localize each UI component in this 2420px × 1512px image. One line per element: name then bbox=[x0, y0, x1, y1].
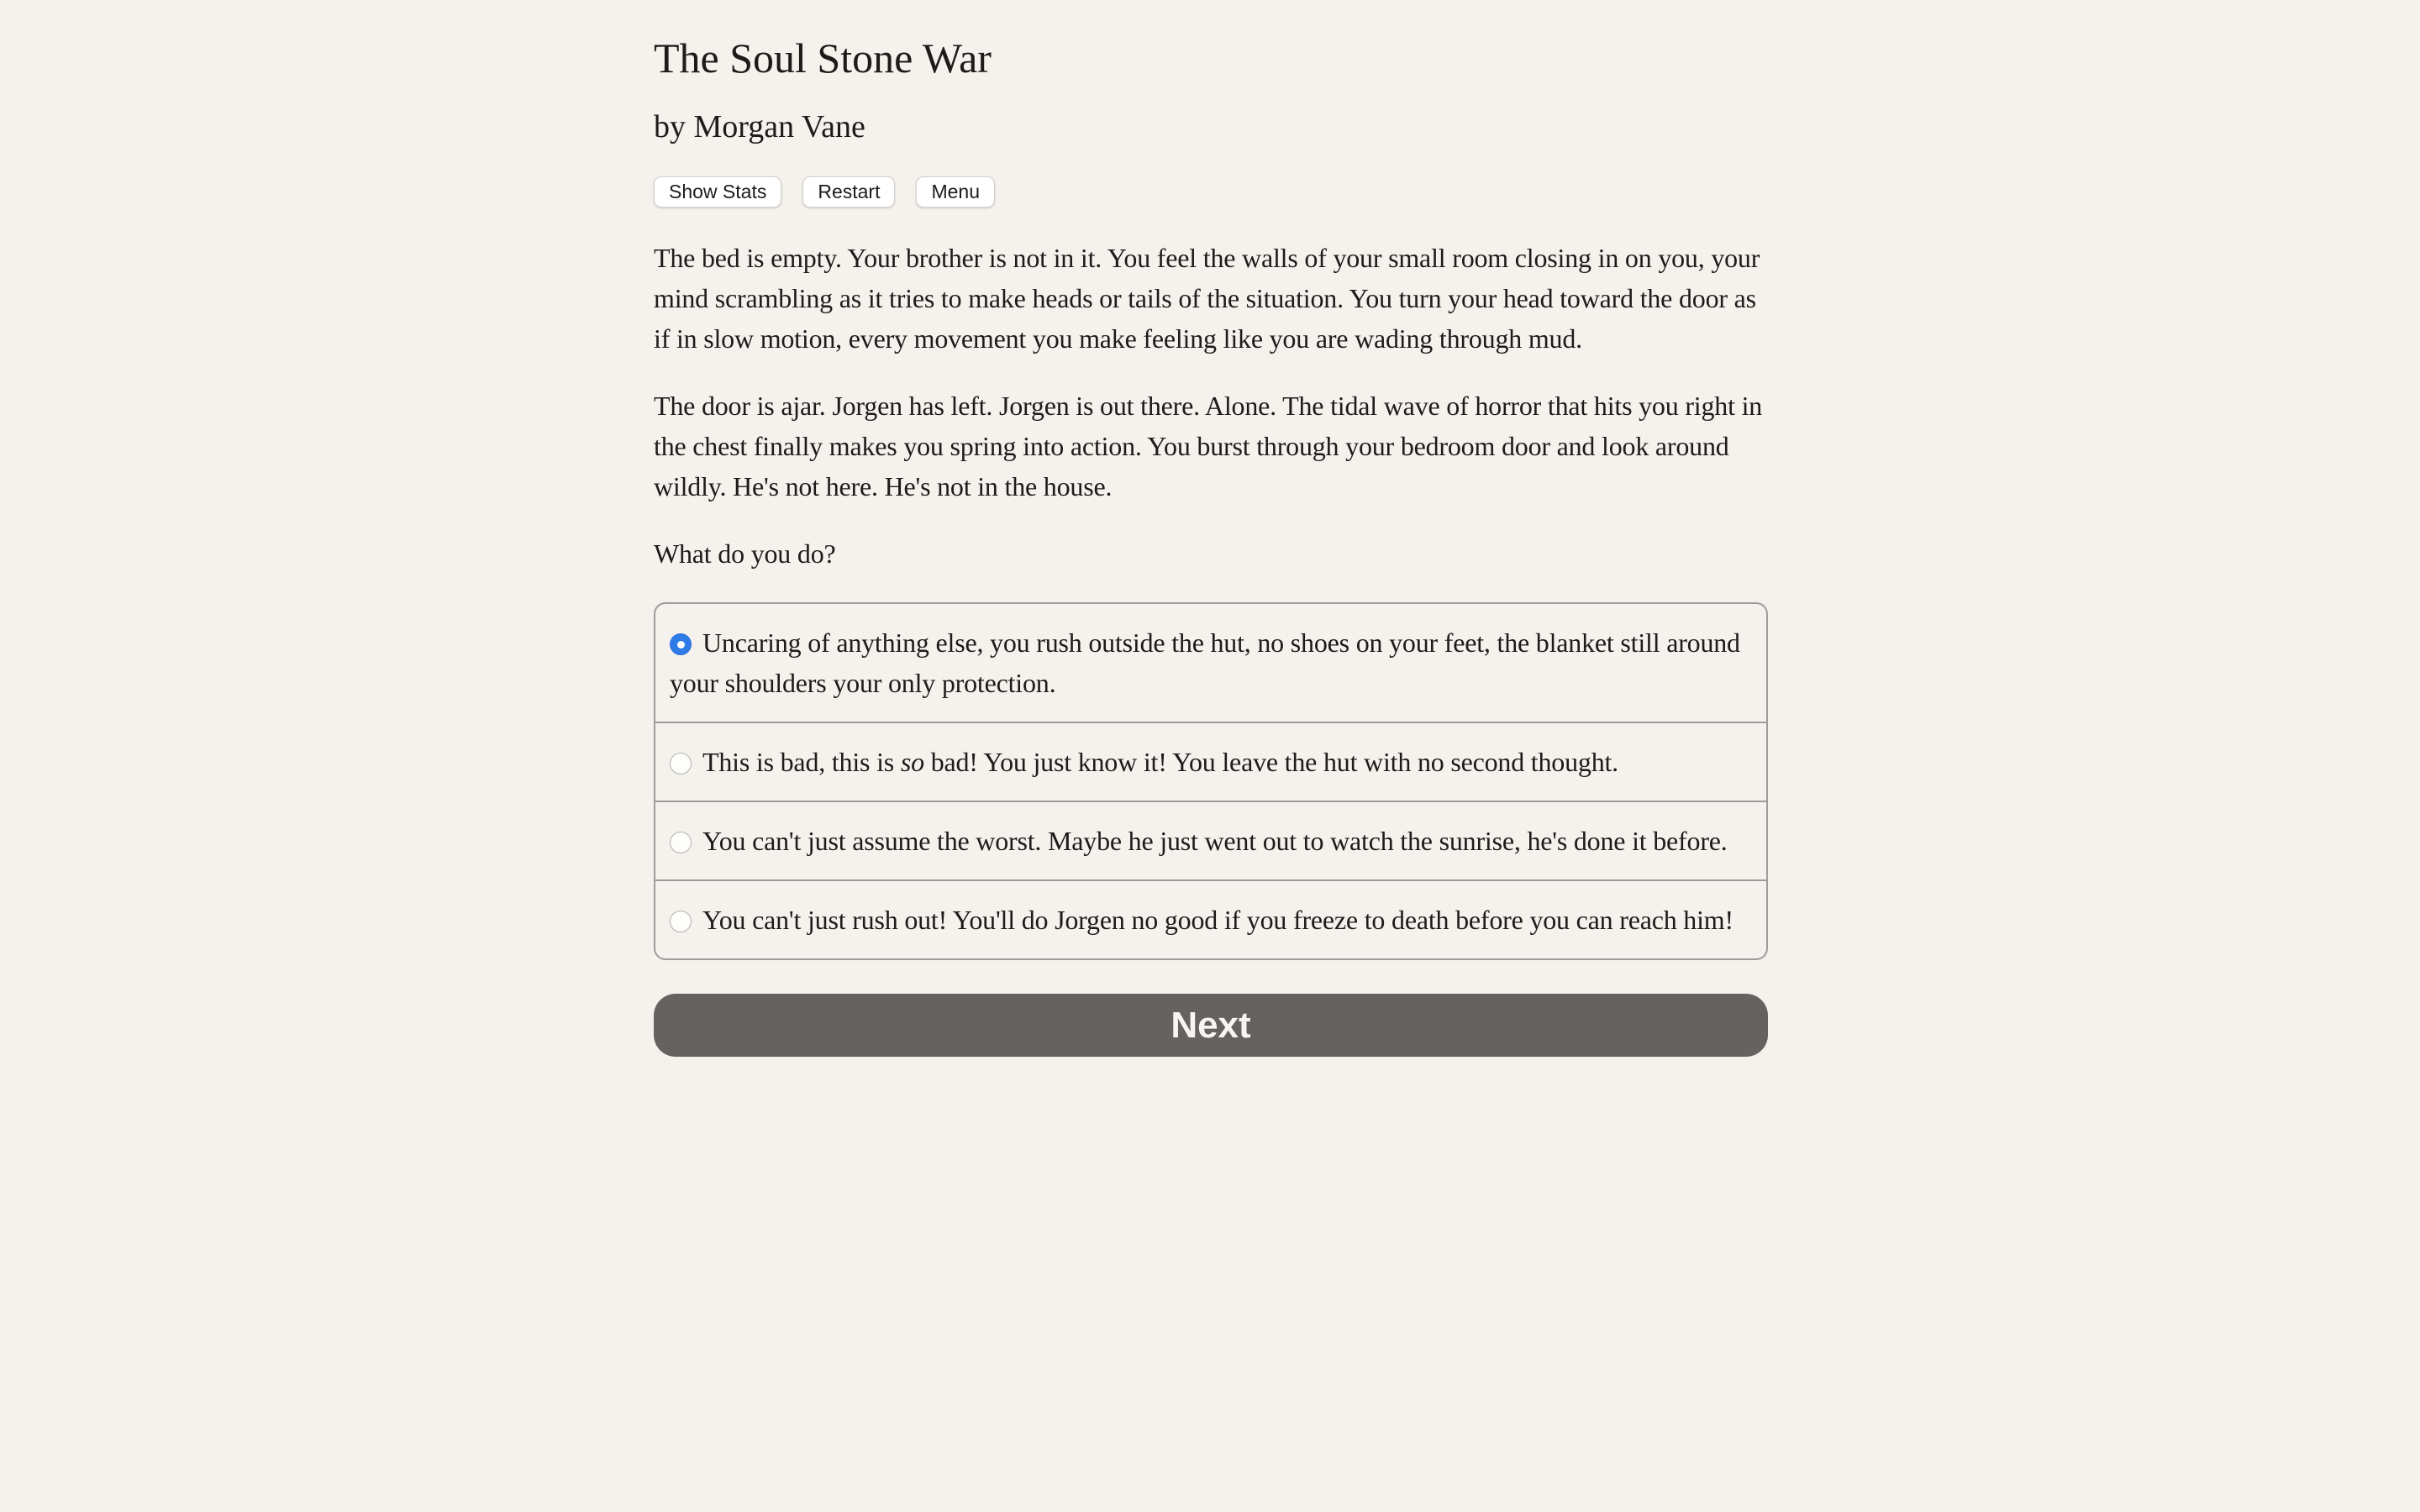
game-author: by Morgan Vane bbox=[654, 109, 865, 144]
choice-option-4[interactable] bbox=[655, 879, 1766, 958]
choice-text: You can't just assume the worst. Maybe he just went out to watch the sunrise, he's done it before. bbox=[702, 826, 1728, 856]
game-title: The Soul Stone War bbox=[654, 34, 992, 81]
story-paragraph: The door is ajar. Jorgen has left. Jorgen is out there. Alone. The tidal wave of horror that hits you right in the chest finally makes you spring into action. You burst through your bedroom door and look around wildly. He's not here. He's not in the house. bbox=[654, 391, 1763, 501]
choice-option-2[interactable] bbox=[655, 722, 1766, 801]
choice-list bbox=[654, 602, 1768, 960]
radio-button[interactable] bbox=[670, 911, 692, 932]
story-paragraph: The bed is empty. Your brother is not in it. You feel the walls of your small room closing in on you, your mind scrambling as it tries to make heads or tails of the situation. You turn your head toward the door as if in slow motion, every movement you make feeling like you are wading through mud. bbox=[654, 243, 1760, 354]
toolbar bbox=[654, 176, 1768, 207]
choice-option-1[interactable] bbox=[655, 604, 1766, 722]
restart-button[interactable]: Restart bbox=[802, 176, 895, 207]
choice-text: This is bad, this is bbox=[702, 747, 901, 777]
choice-text: bad! You just know it! You leave the hut with no second thought. bbox=[923, 747, 1618, 777]
story-prompt: What do you do? bbox=[654, 538, 836, 569]
show-stats-button[interactable]: Show Stats bbox=[654, 176, 781, 207]
choice-text-emphasis: so bbox=[900, 747, 924, 777]
menu-button[interactable]: Menu bbox=[916, 176, 995, 207]
choice-text: Uncaring of anything else, you rush outside the hut, no shoes on your feet, the blanket still around your shoulders your only protection. bbox=[670, 627, 1740, 698]
next-button[interactable]: Next bbox=[654, 994, 1768, 1057]
radio-button[interactable] bbox=[670, 753, 692, 774]
choice-text: You can't just rush out! You'll do Jorgen no good if you freeze to death before you can reach him! bbox=[702, 905, 1733, 935]
radio-button-selected[interactable] bbox=[670, 633, 692, 655]
story-text bbox=[654, 238, 1768, 574]
radio-button[interactable] bbox=[670, 832, 692, 853]
story-page bbox=[654, 0, 1768, 1057]
choice-option-3[interactable] bbox=[655, 801, 1766, 879]
